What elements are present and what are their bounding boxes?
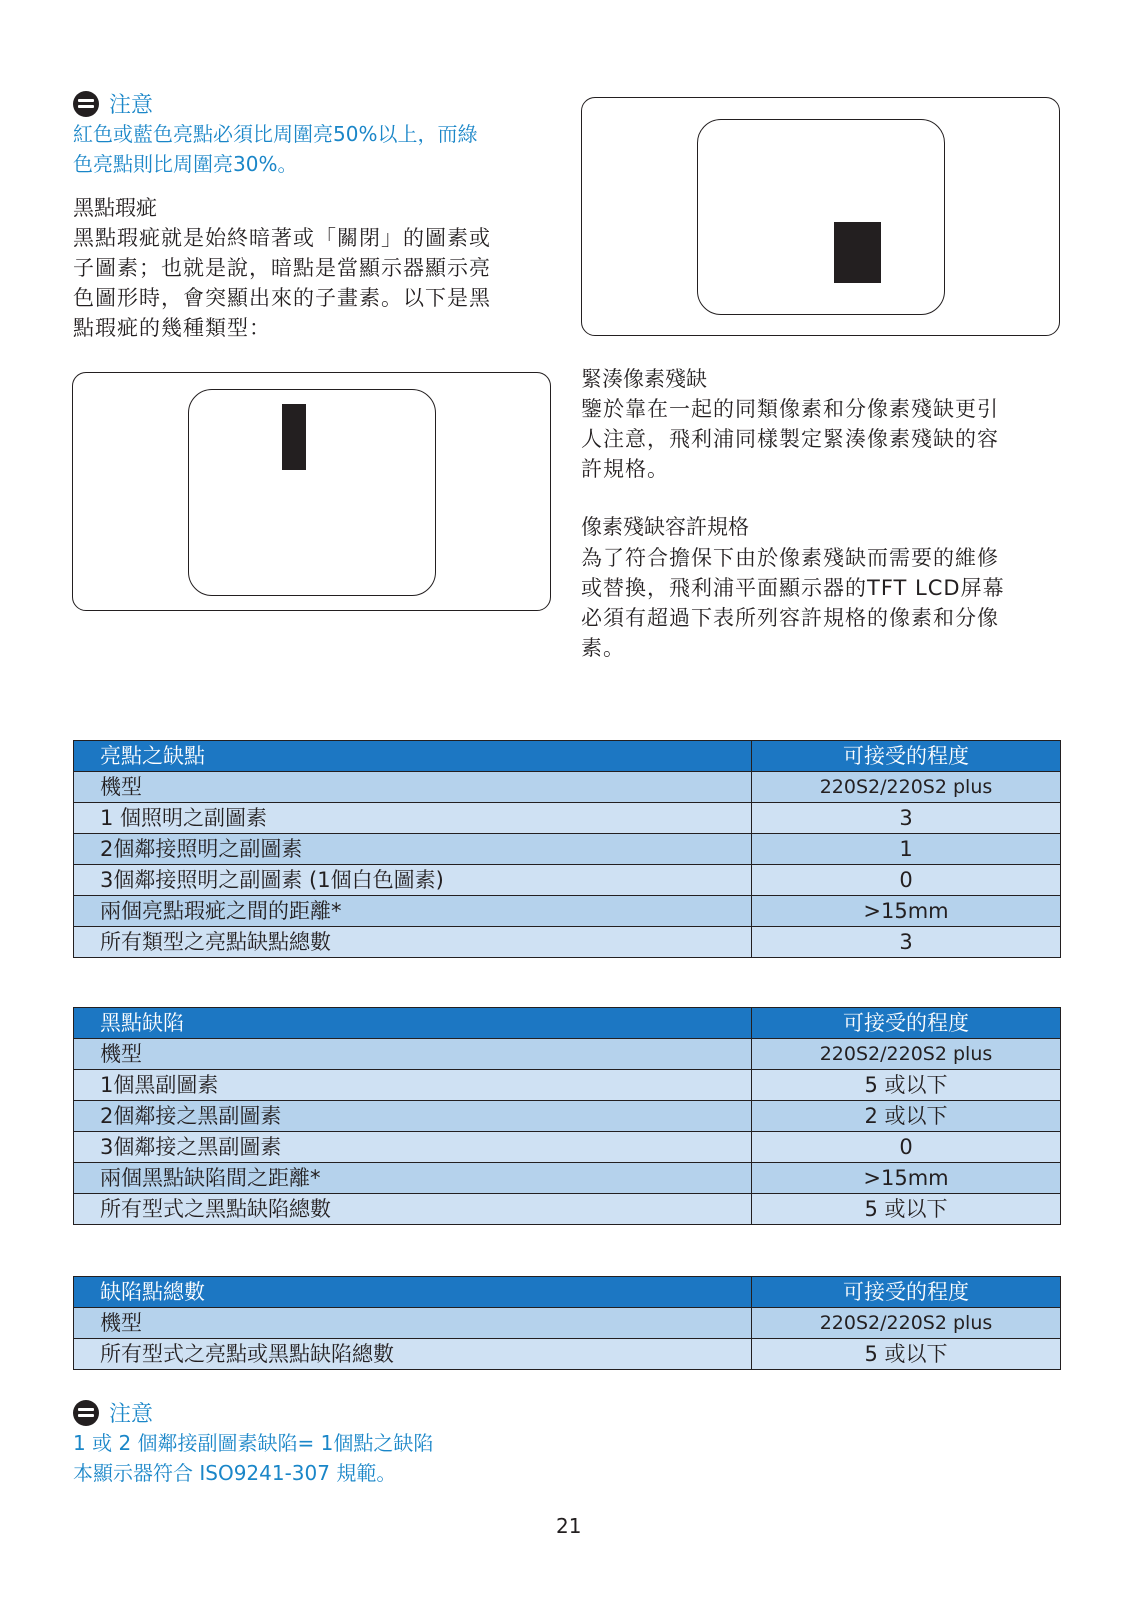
bright-dot-table bbox=[73, 740, 1061, 958]
body-line: 黑點瑕疵就是始終暗著或「關閉」的圖素或 bbox=[73, 226, 491, 250]
body-line: 為了符合擔保下由於像素殘缺而需要的維修 bbox=[581, 546, 999, 570]
note-heading bbox=[73, 1397, 153, 1428]
row-value: 220S2/220S2 plus bbox=[752, 1039, 1061, 1070]
body-line: 點瑕疵的幾種類型： bbox=[73, 316, 271, 340]
row-label: 1 個照明之副圖素 bbox=[74, 803, 752, 834]
header-cell: 可接受的程度 bbox=[752, 741, 1061, 772]
row-value: 0 bbox=[752, 865, 1061, 896]
table-row bbox=[74, 1339, 1061, 1370]
black-dot-table bbox=[73, 1007, 1061, 1225]
table-row bbox=[74, 927, 1061, 958]
table-header bbox=[74, 1008, 1061, 1039]
row-label: 兩個亮點瑕疵之間的距離* bbox=[74, 896, 752, 927]
row-label: 2個鄰接之黑副圖素 bbox=[74, 1101, 752, 1132]
table-row bbox=[74, 772, 1061, 803]
row-label: 機型 bbox=[74, 1308, 752, 1339]
row-value: 0 bbox=[752, 1132, 1061, 1163]
note-heading bbox=[73, 88, 153, 119]
table-row bbox=[74, 1039, 1061, 1070]
table-row bbox=[74, 1132, 1061, 1163]
proximity-description bbox=[581, 394, 1061, 484]
header-cell: 亮點之缺點 bbox=[74, 741, 752, 772]
row-value: >15mm bbox=[752, 1163, 1061, 1194]
note-title: 注意 bbox=[109, 93, 154, 118]
table-header bbox=[74, 1277, 1061, 1308]
body-line: 子圖素；也就是說，暗點是當顯示器顯示亮 bbox=[73, 256, 491, 280]
row-label: 所有類型之亮點缺點總數 bbox=[74, 927, 752, 958]
body-line: 素。 bbox=[581, 636, 625, 660]
header-cell: 缺陷點總數 bbox=[74, 1277, 752, 1308]
row-label: 兩個黑點缺陷間之距離* bbox=[74, 1163, 752, 1194]
note-icon bbox=[73, 1400, 99, 1426]
table-header bbox=[74, 741, 1061, 772]
row-value: 3 bbox=[752, 803, 1061, 834]
body-line: 必須有超過下表所列容許規格的像素和分像 bbox=[581, 606, 999, 630]
page-number: 21 bbox=[556, 1514, 582, 1538]
table-row bbox=[74, 1194, 1061, 1225]
row-label: 3個鄰接之黑副圖素 bbox=[74, 1132, 752, 1163]
body-line: 人注意，飛利浦同樣製定緊湊像素殘缺的容 bbox=[581, 427, 999, 451]
monitor-screen bbox=[697, 119, 945, 315]
black-dot-description bbox=[73, 223, 543, 343]
monitor-screen bbox=[188, 389, 436, 596]
table-row bbox=[74, 1101, 1061, 1132]
table-row bbox=[74, 865, 1061, 896]
row-value: 3 bbox=[752, 927, 1061, 958]
black-pixel bbox=[834, 222, 881, 283]
note-line: 1 或 2 個鄰接副圖素缺陷= 1個點之缺陷 bbox=[73, 1431, 434, 1455]
row-label: 機型 bbox=[74, 772, 752, 803]
row-value: 220S2/220S2 plus bbox=[752, 1308, 1061, 1339]
table-row bbox=[74, 896, 1061, 927]
header-cell: 黑點缺陷 bbox=[74, 1008, 752, 1039]
table-row bbox=[74, 834, 1061, 865]
note-line: 色亮點則比周圍亮30%。 bbox=[73, 152, 298, 176]
black-dot-heading: 黑點瑕疵 bbox=[73, 196, 157, 220]
tolerance-heading: 像素殘缺容許規格 bbox=[581, 515, 749, 539]
note-text bbox=[73, 1428, 593, 1488]
row-label: 所有型式之亮點或黑點缺陷總數 bbox=[74, 1339, 752, 1370]
row-value: >15mm bbox=[752, 896, 1061, 927]
total-defects-table bbox=[73, 1276, 1061, 1370]
proximity-heading: 緊湊像素殘缺 bbox=[581, 367, 707, 391]
note-title: 注意 bbox=[109, 1402, 154, 1427]
row-label: 3個鄰接照明之副圖素 (1個白色圖素) bbox=[74, 865, 752, 896]
row-value: 5 或以下 bbox=[752, 1194, 1061, 1225]
note-icon bbox=[73, 91, 99, 117]
row-value: 1 bbox=[752, 834, 1061, 865]
black-dot-illustration bbox=[72, 372, 551, 611]
row-label: 所有型式之黑點缺陷總數 bbox=[74, 1194, 752, 1225]
body-line: 色圖形時，會突顯出來的子畫素。以下是黑 bbox=[73, 286, 491, 310]
tolerance-description bbox=[581, 543, 1061, 663]
row-value: 5 或以下 bbox=[752, 1339, 1061, 1370]
note-line: 紅色或藍色亮點必須比周圍亮50%以上，而綠 bbox=[73, 122, 478, 146]
table-row bbox=[74, 803, 1061, 834]
row-value: 220S2/220S2 plus bbox=[752, 772, 1061, 803]
body-line: 鑒於靠在一起的同類像素和分像素殘缺更引 bbox=[581, 397, 999, 421]
header-cell: 可接受的程度 bbox=[752, 1008, 1061, 1039]
body-line: 或替換，飛利浦平面顯示器的TFT LCD屏幕 bbox=[581, 576, 1005, 600]
table-row bbox=[74, 1070, 1061, 1101]
row-label: 機型 bbox=[74, 1039, 752, 1070]
header-cell: 可接受的程度 bbox=[752, 1277, 1061, 1308]
body-line: 許規格。 bbox=[581, 457, 669, 481]
row-label: 2個鄰接照明之副圖素 bbox=[74, 834, 752, 865]
black-pixel-illustration bbox=[581, 97, 1060, 336]
table-row bbox=[74, 1163, 1061, 1194]
note-text bbox=[73, 119, 553, 179]
black-subpixel bbox=[282, 404, 306, 470]
table-row bbox=[74, 1308, 1061, 1339]
row-value: 5 或以下 bbox=[752, 1070, 1061, 1101]
note-line: 本顯示器符合 ISO9241-307 規範。 bbox=[73, 1461, 397, 1485]
row-label: 1個黑副圖素 bbox=[74, 1070, 752, 1101]
row-value: 2 或以下 bbox=[752, 1101, 1061, 1132]
